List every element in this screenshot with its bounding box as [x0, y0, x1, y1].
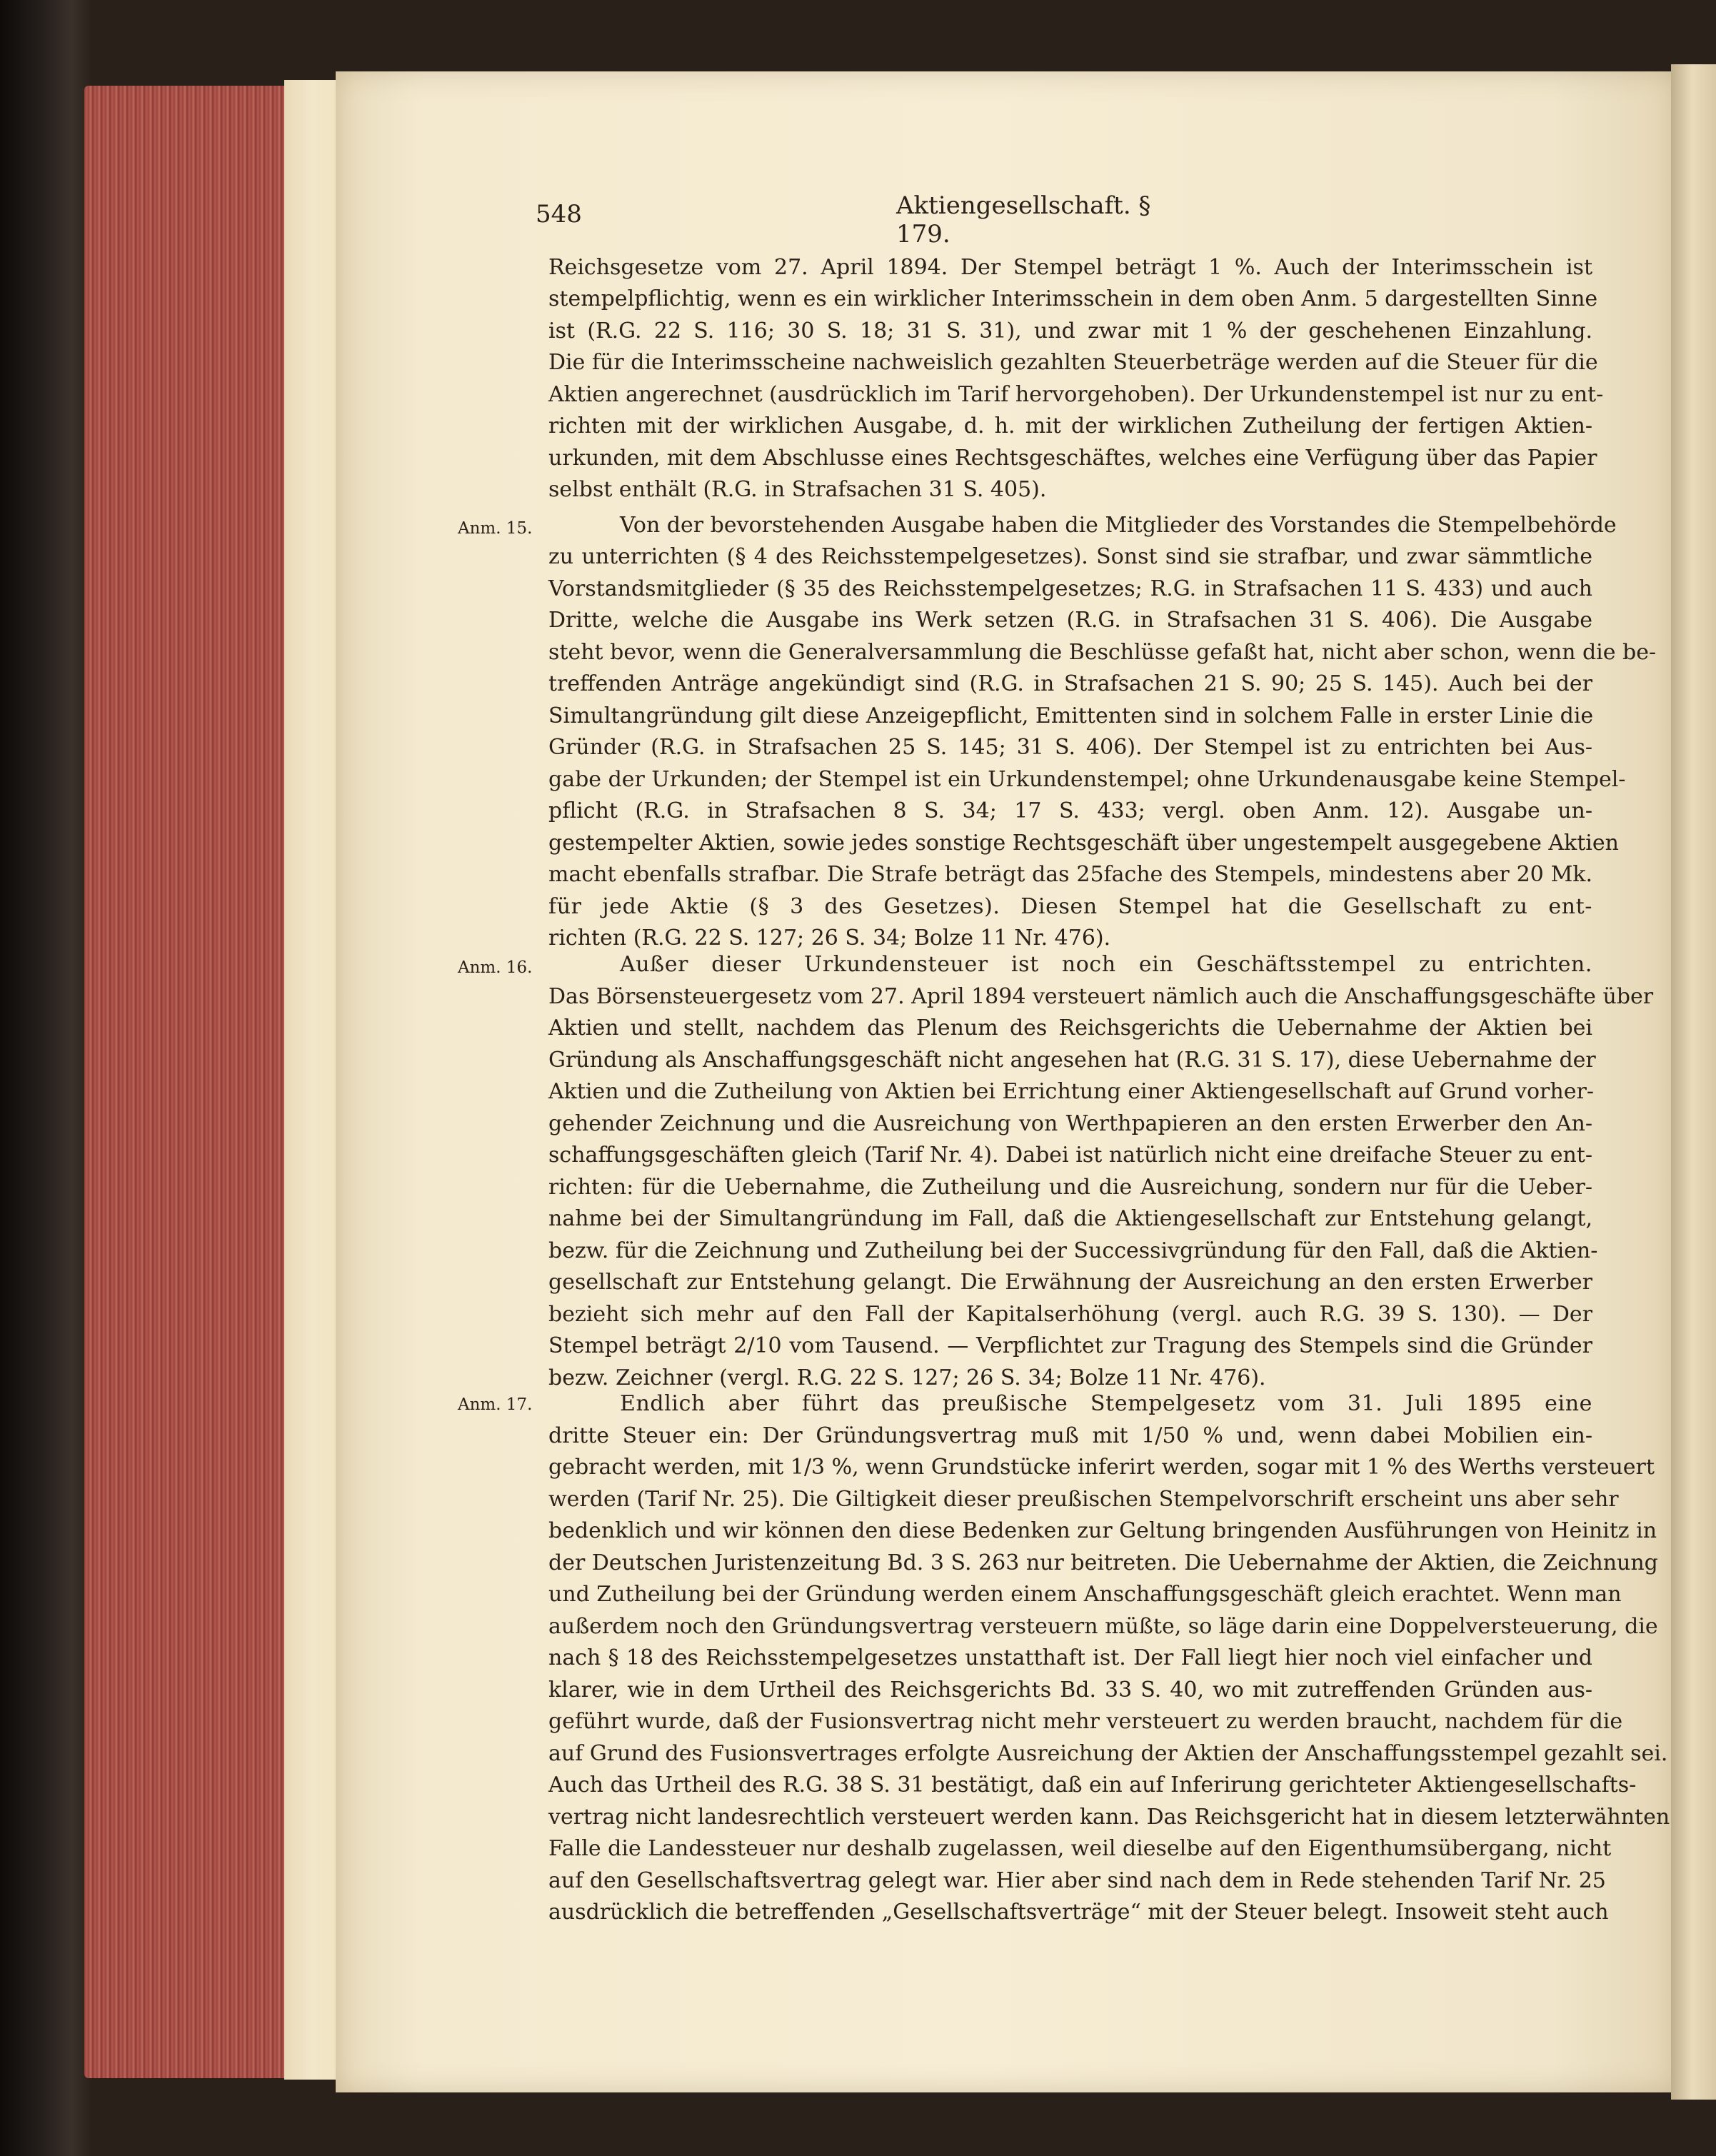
text-line: Reichsgesetze vom 27. April 1894. Der Stempel beträgt 1 %. Auch der Interimsschein ist	[548, 255, 1592, 280]
text-line: Gründer (R.G. in Strafsachen 25 S. 145; 31 S. 406). Der Stempel ist zu entrichten bei Aus-	[548, 735, 1592, 760]
text-line: bezw. für die Zeichnung und Zutheilung bei der Successivgründung für den Fall, daß die Aktien-	[548, 1238, 1598, 1263]
text-line: Das Börsensteuergesetz vom 27. April 1894 versteuert nämlich auch die Anschaffungsgeschäfte über	[548, 984, 1654, 1009]
text-line: der Deutschen Juristenzeitung Bd. 3 S. 263 nur beitreten. Die Uebernahme der Aktien, die Zeichnung	[548, 1550, 1658, 1575]
text-line: gabe der Urkunden; der Stempel ist ein Urkundenstempel; ohne Urkundenausgabe keine Stempel-	[548, 767, 1626, 792]
text-line: klarer, wie in dem Urtheil des Reichsgerichts Bd. 33 S. 40, wo mit zutreffenden Gründen aus-	[548, 1678, 1592, 1703]
text-line: bezieht sich mehr auf den Fall der Kapitalserhöhung (vergl. auch R.G. 39 S. 130). — Der	[548, 1302, 1592, 1327]
text-line: dritte Steuer ein: Der Gründungsvertrag muß mit 1/50 % und, wenn dabei Mobilien ein-	[548, 1423, 1592, 1448]
text-line: auf den Gesellschaftsvertrag gelegt war. Hier aber sind nach dem in Rede stehenden Tarif Nr. 25	[548, 1868, 1606, 1893]
text-line: Falle die Landessteuer nur deshalb zugelassen, weil dieselbe auf den Eigenthumsübergang, nicht	[548, 1836, 1612, 1861]
text-line: Stempel beträgt 2/10 vom Tausend. — Verpflichtet zur Tragung des Stempels sind die Gründer	[548, 1333, 1592, 1358]
text-line: Von der bevorstehenden Ausgabe haben die Mitglieder des Vorstandes die Stempelbehörde	[620, 513, 1617, 538]
text-line: Endlich aber führt das preußische Stempelgesetz vom 31. Juli 1895 eine	[620, 1391, 1592, 1416]
text-line: richten: für die Uebernahme, die Zutheilung und die Ausreichung, sondern nur für die Ueber-	[548, 1175, 1592, 1200]
text-line: Aktien und stellt, nachdem das Plenum des Reichsgerichts die Uebernahme der Aktien bei	[548, 1016, 1592, 1041]
page-edges	[84, 86, 284, 2078]
text-line: bedenklich und wir können den diese Bedenken zur Geltung bringenden Ausführungen von Heinitz in	[548, 1518, 1657, 1543]
page-header	[536, 191, 1200, 249]
text-line: schaffungsgeschäften gleich (Tarif Nr. 4). Dabei ist natürlich nicht eine dreifache Steuer zu ent-	[548, 1143, 1592, 1168]
text-line: zu unterrichten (§ 4 des Reichsstempelgesetzes). Sonst sind sie strafbar, und zwar sämmtliche	[548, 544, 1592, 569]
text-line: Simultangründung gilt diese Anzeigepflicht, Emittenten sind in solchem Falle in erster Linie die	[548, 703, 1594, 728]
text-line: richten mit der wirklichen Ausgabe, d. h. mit der wirklichen Zutheilung der fertigen Aktien-	[548, 413, 1592, 438]
text-line: richten (R.G. 22 S. 127; 26 S. 34; Bolze 11 Nr. 476).	[548, 926, 1111, 951]
text-line: und Zutheilung bei der Gründung werden einem Anschaffungsgeschäft gleich erachtet. Wenn man	[548, 1582, 1622, 1607]
text-line: ist (R.G. 22 S. 116; 30 S. 18; 31 S. 31), und zwar mit 1 % der geschehenen Einzahlung.	[548, 319, 1592, 344]
text-line: treffenden Anträge angekündigt sind (R.G. in Strafsachen 21 S. 90; 25 S. 145). Auch bei der	[548, 671, 1592, 696]
text-line: auf Grund des Fusionsvertrages erfolgte Ausreichung der Aktien der Anschaffungsstempel gezahlt sei.	[548, 1741, 1668, 1766]
text-line: Auch das Urtheil des R.G. 38 S. 31 bestätigt, daß ein auf Inferirung gerichteter Aktiengesellschafts-	[548, 1773, 1637, 1797]
page-number: 548	[536, 200, 582, 229]
text-line: pflicht (R.G. in Strafsachen 8 S. 34; 17 S. 433; vergl. oben Anm. 12). Ausgabe un-	[548, 798, 1592, 823]
page-edges-light	[284, 80, 341, 2080]
text-line: gesellschaft zur Entstehung gelangt. Die Erwähnung der Ausreichung an den ersten Erwerber	[548, 1270, 1592, 1295]
text-line: macht ebenfalls strafbar. Die Strafe beträgt das 25fache des Stempels, mindestens aber 20 Mk.	[548, 862, 1592, 887]
text-line: Dritte, welche die Ausgabe ins Werk setzen (R.G. in Strafsachen 31 S. 406). Die Ausgabe	[548, 608, 1592, 633]
text-line: nahme bei der Simultangründung im Fall, daß die Aktiengesellschaft zur Entstehung gelangt,	[548, 1206, 1592, 1231]
text-line: steht bevor, wenn die Generalversammlung die Beschlüsse gefaßt hat, nicht aber schon, wenn die be-	[548, 640, 1657, 665]
margin-note-16: Anm. 16.	[458, 958, 533, 977]
text-line: Aktien angerechnet (ausdrücklich im Tarif hervorgehoben). Der Urkundenstempel ist nur zu ent-	[548, 382, 1604, 407]
text-line: Die für die Interimsscheine nachweislich gezahlten Steuerbeträge werden auf die Steuer für die	[548, 350, 1598, 375]
text-line: stempelpflichtig, wenn es ein wirklicher Interimsschein in dem oben Anm. 5 dargestellten Sinne	[548, 286, 1598, 311]
margin-note-15: Anm. 15.	[458, 519, 533, 538]
text-line: Vorstandsmitglieder (§ 35 des Reichsstempelgesetzes; R.G. in Strafsachen 11 S. 433) und auch	[548, 576, 1592, 601]
text-line: werden (Tarif Nr. 25). Die Giltigkeit dieser preußischen Stempelvorschrift erscheint uns aber sehr	[548, 1487, 1619, 1512]
text-line: Aktien und die Zutheilung von Aktien bei Errichtung einer Aktiengesellschaft auf Grund vorher-	[548, 1079, 1594, 1104]
text-line: vertrag nicht landesrechtlich versteuert werden kann. Das Reichsgericht hat in diesem letzterwähnten	[548, 1805, 1670, 1830]
text-line: außerdem noch den Gründungsvertrag versteuern müßte, so läge darin eine Doppelversteuerung, die	[548, 1614, 1658, 1639]
text-line: ausdrücklich die betreffenden „Gesellschaftsverträge“ mit der Steuer belegt. Insoweit steht auch	[548, 1900, 1609, 1925]
text-line: bezw. Zeichner (vergl. R.G. 22 S. 127; 26 S. 34; Bolze 11 Nr. 476).	[548, 1365, 1266, 1390]
text-line: gehender Zeichnung und die Ausreichung von Werthpapieren an den ersten Erwerber den An-	[548, 1111, 1592, 1136]
text-line: selbst enthält (R.G. in Strafsachen 31 S. 405).	[548, 477, 1047, 502]
text-line: urkunden, mit dem Abschlusse eines Rechtsgeschäftes, welches eine Verfügung über das Papier	[548, 446, 1597, 471]
text-line: Gründung als Anschaffungsgeschäft nicht angesehen hat (R.G. 31 S. 17), diese Uebernahme der	[548, 1048, 1596, 1073]
margin-note-17: Anm. 17.	[458, 1395, 533, 1414]
running-title: Aktiengesellschaft. § 179.	[896, 191, 1151, 249]
text-line: gestempelter Aktien, sowie jedes sonstige Rechtsgeschäft über ungestempelt ausgegebene Aktien	[548, 831, 1619, 856]
text-line: Außer dieser Urkundensteuer ist noch ein Geschäftsstempel zu entrichten.	[620, 952, 1592, 977]
next-page-edge	[1671, 64, 1716, 2100]
text-line: gebracht werden, mit 1/3 %, wenn Grundstücke inferirt werden, sogar mit 1 % des Werths versteuert	[548, 1455, 1655, 1480]
text-line: für jede Aktie (§ 3 des Gesetzes). Diesen Stempel hat die Gesellschaft zu ent-	[548, 894, 1592, 919]
text-line: nach § 18 des Reichsstempelgesetzes unstatthaft ist. Der Fall liegt hier noch viel einfacher und	[548, 1645, 1592, 1670]
text-line: geführt wurde, daß der Fusionsvertrag nicht mehr versteuert zu werden braucht, nachdem für die	[548, 1709, 1623, 1734]
